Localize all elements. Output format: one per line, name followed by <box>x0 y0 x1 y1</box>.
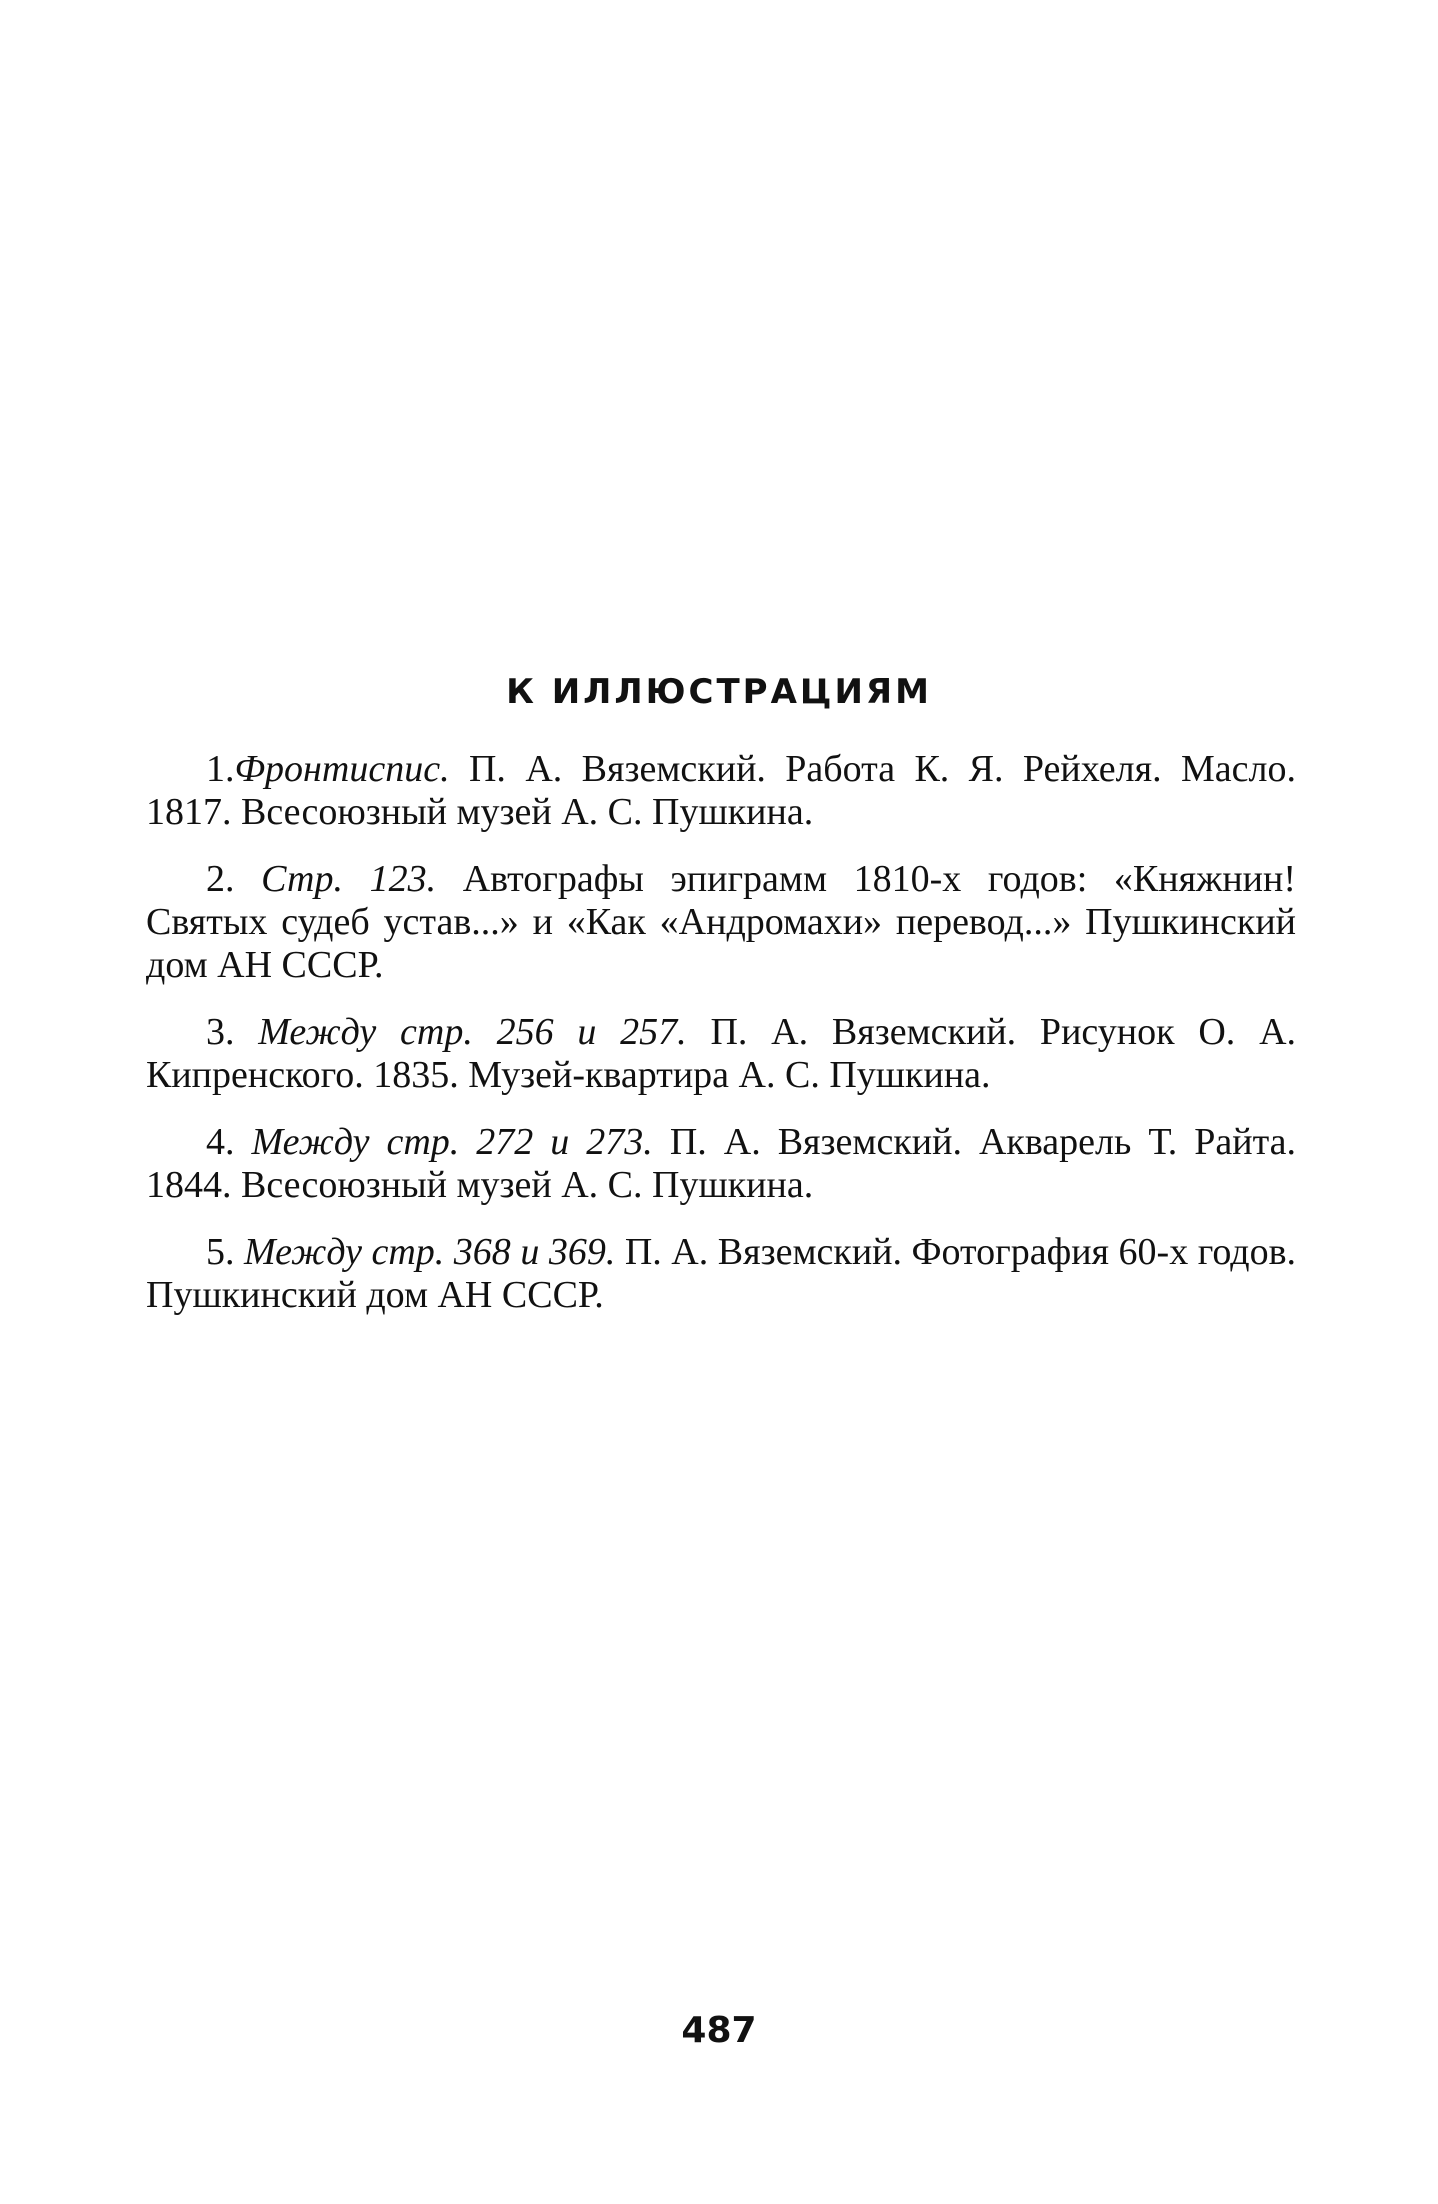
list-item <box>146 1231 1296 1317</box>
entry-description: П. А. Вяземский. Работа К. Я. Рейхеля. Масло. 1817. Всесоюзный музей А. С. Пушкина. <box>146 748 1296 833</box>
entry-location: Между стр. 368 и 369. <box>244 1231 616 1273</box>
entry-number: 2. <box>206 858 262 900</box>
entry-location: Между стр. 272 и 273. <box>251 1121 653 1163</box>
entry-location: Стр. 123. <box>261 858 437 900</box>
entry-description: Автографы эпиграмм 1810-х годов: «Княжнин! Святых судеб устав...» и «Как «Андромахи» перевод...» Пушкинский дом АН СССР. <box>146 858 1296 986</box>
illustrations-list <box>146 748 1296 1341</box>
entry-number: 4. <box>206 1121 252 1163</box>
entry-number: 3. <box>206 1011 259 1053</box>
entry-description: П. А. Вяземский. Фотография 60-х годов. Пушкинский дом АН СССР. <box>146 1231 1297 1316</box>
section-heading: К ИЛЛЮСТРАЦИЯМ <box>506 672 932 712</box>
entry-number: 1. <box>206 748 235 790</box>
entry-location: Между стр. 256 и 257. <box>258 1011 687 1053</box>
entry-number: 5. <box>206 1231 245 1273</box>
list-item <box>146 858 1296 987</box>
page-number: 487 <box>681 2010 757 2051</box>
entry-description: П. А. Вяземский. Рисунок О. А. Кипренского. 1835. Музей-квартира А. С. Пушкина. <box>146 1011 1297 1096</box>
entry-description: П. А. Вяземский. Акварель Т. Райта. 1844. Всесоюзный музей А. С. Пушкина. <box>146 1121 1297 1206</box>
list-item <box>146 1011 1296 1097</box>
entry-location: Фронтиспис. <box>234 748 450 790</box>
list-item <box>146 1121 1296 1207</box>
list-item <box>146 748 1296 834</box>
